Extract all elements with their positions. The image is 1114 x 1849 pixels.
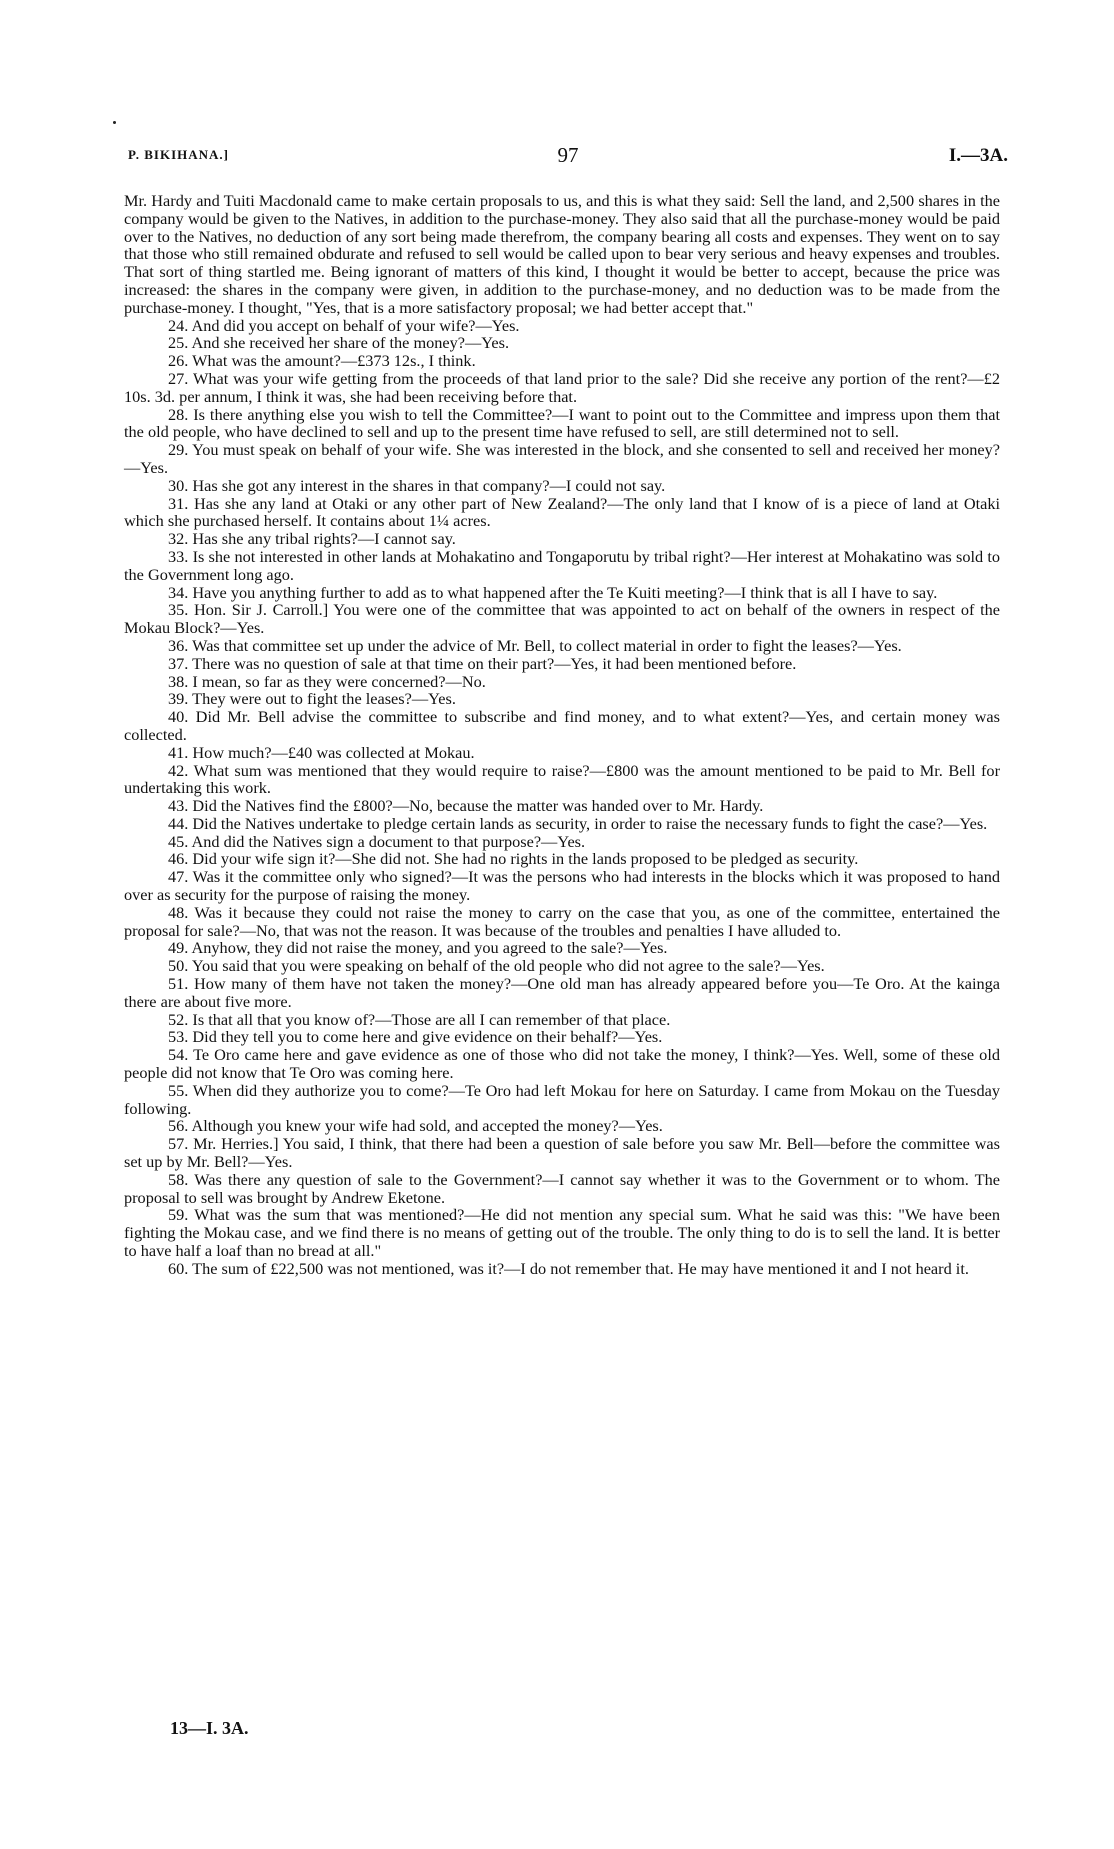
evidence-question: 40. Did Mr. Bell advise the committee to subscribe and find money, and to what extent?—Yes, and certain money was collected.: [124, 707, 1000, 744]
evidence-question: 26. What was the amount?—£373 12s., I think.: [168, 351, 476, 371]
evidence-question: 30. Has she got any interest in the shares in that company?—I could not say.: [168, 475, 666, 495]
evidence-question: 33. Is she not interested in other lands at Mohakatino and Tongaporutu by tribal right?—Her interest at Mohakatino was sold to the Government long ago.: [124, 546, 1000, 584]
evidence-question: 43. Did the Natives find the £800?—No, because the matter was handed over to Mr. Hardy.: [168, 796, 764, 816]
evidence-question: 29. You must speak on behalf of your wife. She was interested in the block, and she consented to sell and received her money?—Yes.: [124, 440, 1000, 477]
page-number: 97: [557, 143, 579, 167]
signature-mark: 13—I. 3A.: [170, 1718, 249, 1738]
evidence-question: 53. Did they tell you to come here and give evidence on their behalf?—Yes.: [168, 1027, 663, 1047]
stray-mark: [113, 121, 116, 124]
evidence-question: 52. Is that all that you know of?—Those are all I can remember of that place.: [168, 1009, 671, 1029]
evidence-question: 58. Was there any question of sale to the Government?—I cannot say whether it was to the Government or to whom. The proposal to sell was brought by Andrew Eketone.: [124, 1169, 1000, 1207]
evidence-question: 36. Was that committee set up under the advice of Mr. Bell, to collect material in order to fight the leases?—Yes.: [168, 635, 902, 655]
evidence-question: 25. And she received her share of the money?—Yes.: [168, 333, 510, 353]
evidence-question: 28. Is there anything else you wish to tell the Committee?—I want to point out to the Committee and impress upon them that the old people, who have declined to sell and up to the present time have refused to sell, are still determined not to sell.: [124, 404, 1000, 442]
evidence-question: 38. I mean, so far as they were concerned?—No.: [168, 671, 486, 691]
evidence-question: 45. And did the Natives sign a document to that purpose?—Yes.: [168, 831, 586, 851]
evidence-question: 59. What was the sum that was mentioned?—He did not mention any special sum. What he said was this: "We have been fighting the Mokau case, and we find there is no means of getting out of the trouble. The only thing to do is to sell the land. It is better to have half a loaf than no bread at all.": [124, 1205, 1000, 1261]
evidence-question: 57. Mr. Herries.] You said, I think, that there had been a question of sale before you saw Mr. Bell—before the committee was set up by Mr. Bell?—Yes.: [124, 1134, 1000, 1172]
evidence-question: 54. Te Oro came here and gave evidence as one of those who did not take the money, I think?—Yes. Well, some of these old people did not know that Te Oro was coming here.: [124, 1045, 1000, 1083]
evidence-text: [124, 192, 1000, 1278]
evidence-question: 56. Although you knew your wife had sold, and accepted the money?—Yes.: [168, 1116, 663, 1136]
evidence-question: 27. What was your wife getting from the proceeds of that land prior to the sale? Did she receive any portion of the rent?—£2 10s. 3d. per annum, I think it was, she had been receiving before that.: [124, 368, 1000, 406]
evidence-question: 24. And did you accept on behalf of your wife?—Yes.: [168, 315, 520, 335]
evidence-question: 44. Did the Natives undertake to pledge certain lands as security, in order to raise the necessary funds to fight the case?—Yes.: [168, 813, 988, 833]
evidence-question: 31. Has she any land at Otaki or any other part of New Zealand?—The only land that I know of is a piece of land at Otaki which she purchased herself. It contains about 1¼ acres.: [124, 493, 1000, 531]
evidence-question: 55. When did they authorize you to come?—Te Oro had left Mokau for here on Saturday. I came from Mokau on the Tuesday following.: [124, 1080, 1000, 1118]
evidence-question: 39. They were out to fight the leases?—Yes.: [168, 689, 456, 709]
evidence-question: 48. Was it because they could not raise the money to carry on the case that you, as one of the committee, entertained the proposal for sale?—No, that was not the reason. It was because of the troubles and penalties I have alluded to.: [124, 902, 1000, 940]
evidence-question: 42. What sum was mentioned that they would require to raise?—£800 was the amount mentioned to be paid to Mr. Bell for undertaking this work.: [124, 760, 1000, 798]
header-witness-name: P. BIKIHANA.]: [128, 147, 230, 162]
evidence-question: 47. Was it the committee only who signed?—It was the persons who had interests in the blocks which it was proposed to hand over as security for the purpose of raising the money.: [124, 867, 1000, 905]
page-header: [128, 143, 1008, 167]
evidence-question: 35. Hon. Sir J. Carroll.] You were one of the committee that was appointed to act on behalf of the owners in respect of the Mokau Block?—Yes.: [124, 600, 1000, 638]
evidence-question: 49. Anyhow, they did not raise the money, and you agreed to the sale?—Yes.: [168, 938, 668, 958]
evidence-question: 37. There was no question of sale at that time on their part?—Yes, it had been mentioned before.: [168, 653, 797, 673]
evidence-question: 60. The sum of £22,500 was not mentioned, was it?—I do not remember that. He may have mentioned it and I not heard it.: [168, 1258, 969, 1278]
document-reference: I.—3A.: [948, 145, 1008, 166]
evidence-question: 41. How much?—£40 was collected at Mokau.: [168, 742, 475, 762]
evidence-question: 51. How many of them have not taken the money?—One old man has already appeared before you—Te Oro. At the kainga there are about five more.: [124, 974, 1000, 1011]
evidence-question: 50. You said that you were speaking on behalf of the old people who did not agree to the sale?—Yes.: [168, 956, 825, 976]
evidence-question: 32. Has she any tribal rights?—I cannot say.: [168, 529, 456, 549]
evidence-question: 34. Have you anything further to add as to what happened after the Te Kuiti meeting?—I think that is all I have to say.: [168, 582, 938, 602]
evidence-paragraph-continuation: Mr. Hardy and Tuiti Macdonald came to make certain proposals to us, and this is what they said: Sell the land, and 2,500 shares in the company would be given to the Natives, in addition to the purchase-money. They also said that all the purchase-money would be paid over to the Natives, no deduction of any sort being made therefrom, the company bearing all costs and expenses. They went on to say that those who still remained obdurate and refused to sell would be called upon to bear very serious and heavy expenses and troubles. That sort of thing startled me. Being ignorant of matters of this kind, I thought it would be better to accept, because the price was increased: the shares in the company were given, in addition to the purchase-money, and no deduction was to be made from the purchase-money. I thought, "Yes, that is a more satisfactory proposal; we had better accept that.": [124, 191, 1000, 317]
evidence-question: 46. Did your wife sign it?—She did not. She had no rights in the lands proposed to be pledged as security.: [168, 849, 859, 869]
